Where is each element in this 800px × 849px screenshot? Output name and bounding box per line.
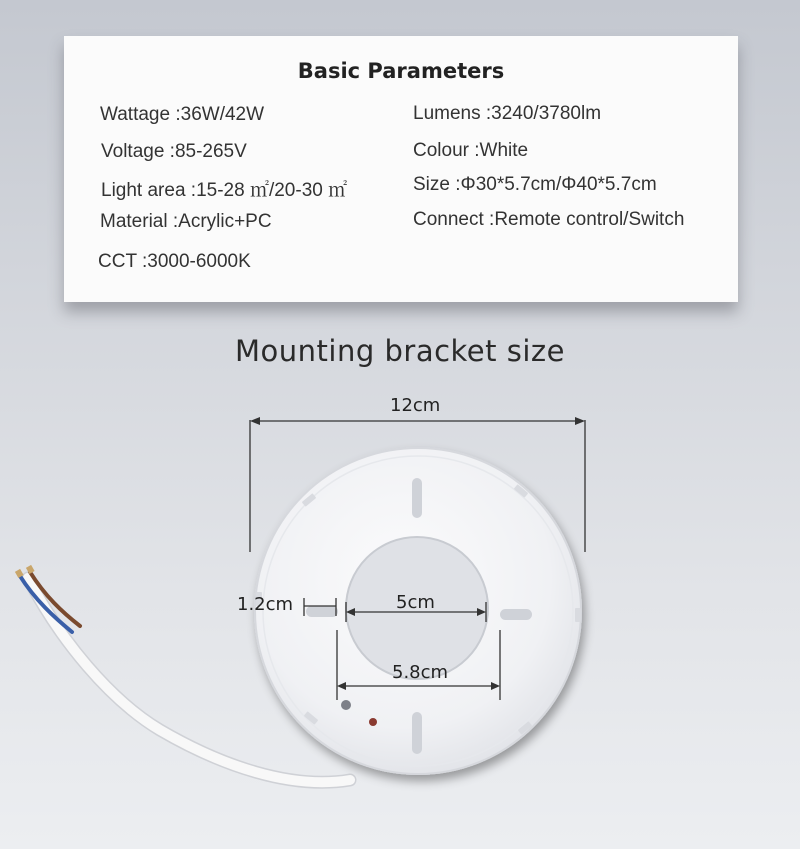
screw-icon xyxy=(341,700,351,710)
param-lumens: Lumens :3240/3780lm xyxy=(413,103,602,124)
param-voltage: Voltage :85-265V xyxy=(101,141,247,162)
dim-slot-spacing: 5.8cm xyxy=(392,662,449,683)
param-material: Material :Acrylic+PC xyxy=(100,211,272,232)
bracket-title: Mounting bracket size xyxy=(235,334,565,368)
param-size: Size :Φ30*5.7cm/Φ40*5.7cm xyxy=(413,174,657,195)
slot-left xyxy=(306,606,338,617)
param-connect: Connect :Remote control/Switch xyxy=(413,209,685,230)
indicator-dot-icon xyxy=(369,718,377,726)
slot-right xyxy=(500,609,532,620)
slot-top xyxy=(412,478,422,518)
slot-bottom xyxy=(412,712,422,754)
param-colour: Colour :White xyxy=(413,140,529,161)
param-wattage: Wattage :36W/42W xyxy=(100,104,265,125)
param-light-area: Light area :15-28 ㎡/20-30 ㎡ xyxy=(101,180,348,201)
card-title: Basic Parameters xyxy=(297,59,505,83)
dim-outer-diameter: 12cm xyxy=(390,395,441,416)
dim-inner-hole: 5cm xyxy=(396,592,435,613)
param-cct: CCT :3000-6000K xyxy=(98,251,251,272)
dim-slot-width: 1.2cm xyxy=(237,594,294,615)
